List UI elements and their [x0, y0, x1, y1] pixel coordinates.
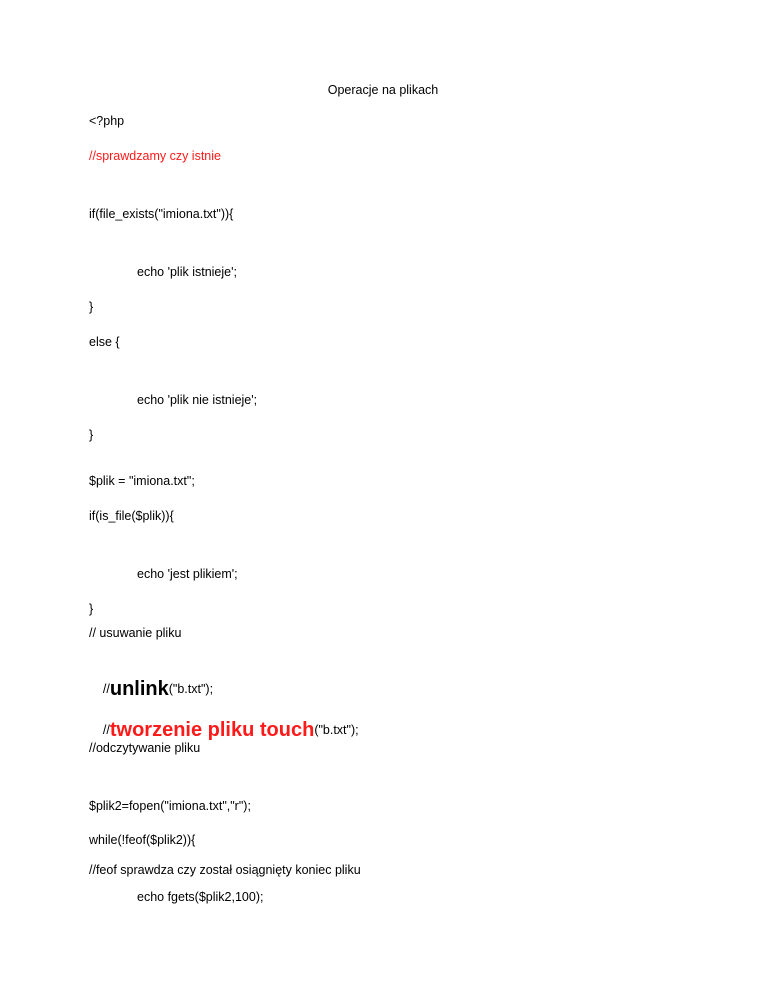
code-comment: // usuwanie pliku [89, 626, 182, 640]
comment-prefix: // [102, 682, 110, 696]
code-line: while(!feof($plik2)){ [89, 833, 196, 847]
code-line: <?php [89, 114, 125, 128]
code-comment: //feof sprawdza czy został osiągnięty koniec pliku [89, 863, 361, 877]
keyword-touch: tworzenie pliku touch [109, 719, 315, 741]
code-line: if(file_exists("imiona.txt")){ [89, 207, 234, 221]
code-line: if(is_file($plik)){ [89, 509, 174, 523]
argument: ("b.txt"); [168, 682, 214, 696]
argument: ("b.txt"); [314, 723, 359, 737]
code-line: else { [89, 335, 120, 349]
code-line: echo 'plik nie istnieje'; [137, 393, 258, 407]
code-comment: //sprawdzamy czy istnie [89, 149, 221, 163]
code-line: $plik = "imiona.txt"; [89, 474, 195, 488]
keyword-unlink: unlink [109, 678, 169, 700]
document-title [0, 83, 768, 97]
code-line: } [89, 300, 94, 314]
code-line: echo fgets($plik2,100); [137, 890, 264, 904]
code-comment: //odczytywanie pliku [89, 741, 201, 755]
comment-prefix: // [102, 723, 110, 737]
code-line: echo 'plik istnieje'; [137, 265, 237, 279]
code-line: } [89, 602, 94, 616]
code-line: echo 'jest plikiem'; [137, 567, 238, 581]
document-title-text: Operacje na plikach [327, 83, 439, 97]
code-line: } [89, 428, 94, 442]
code-line: $plik2=fopen("imiona.txt","r"); [89, 799, 251, 813]
